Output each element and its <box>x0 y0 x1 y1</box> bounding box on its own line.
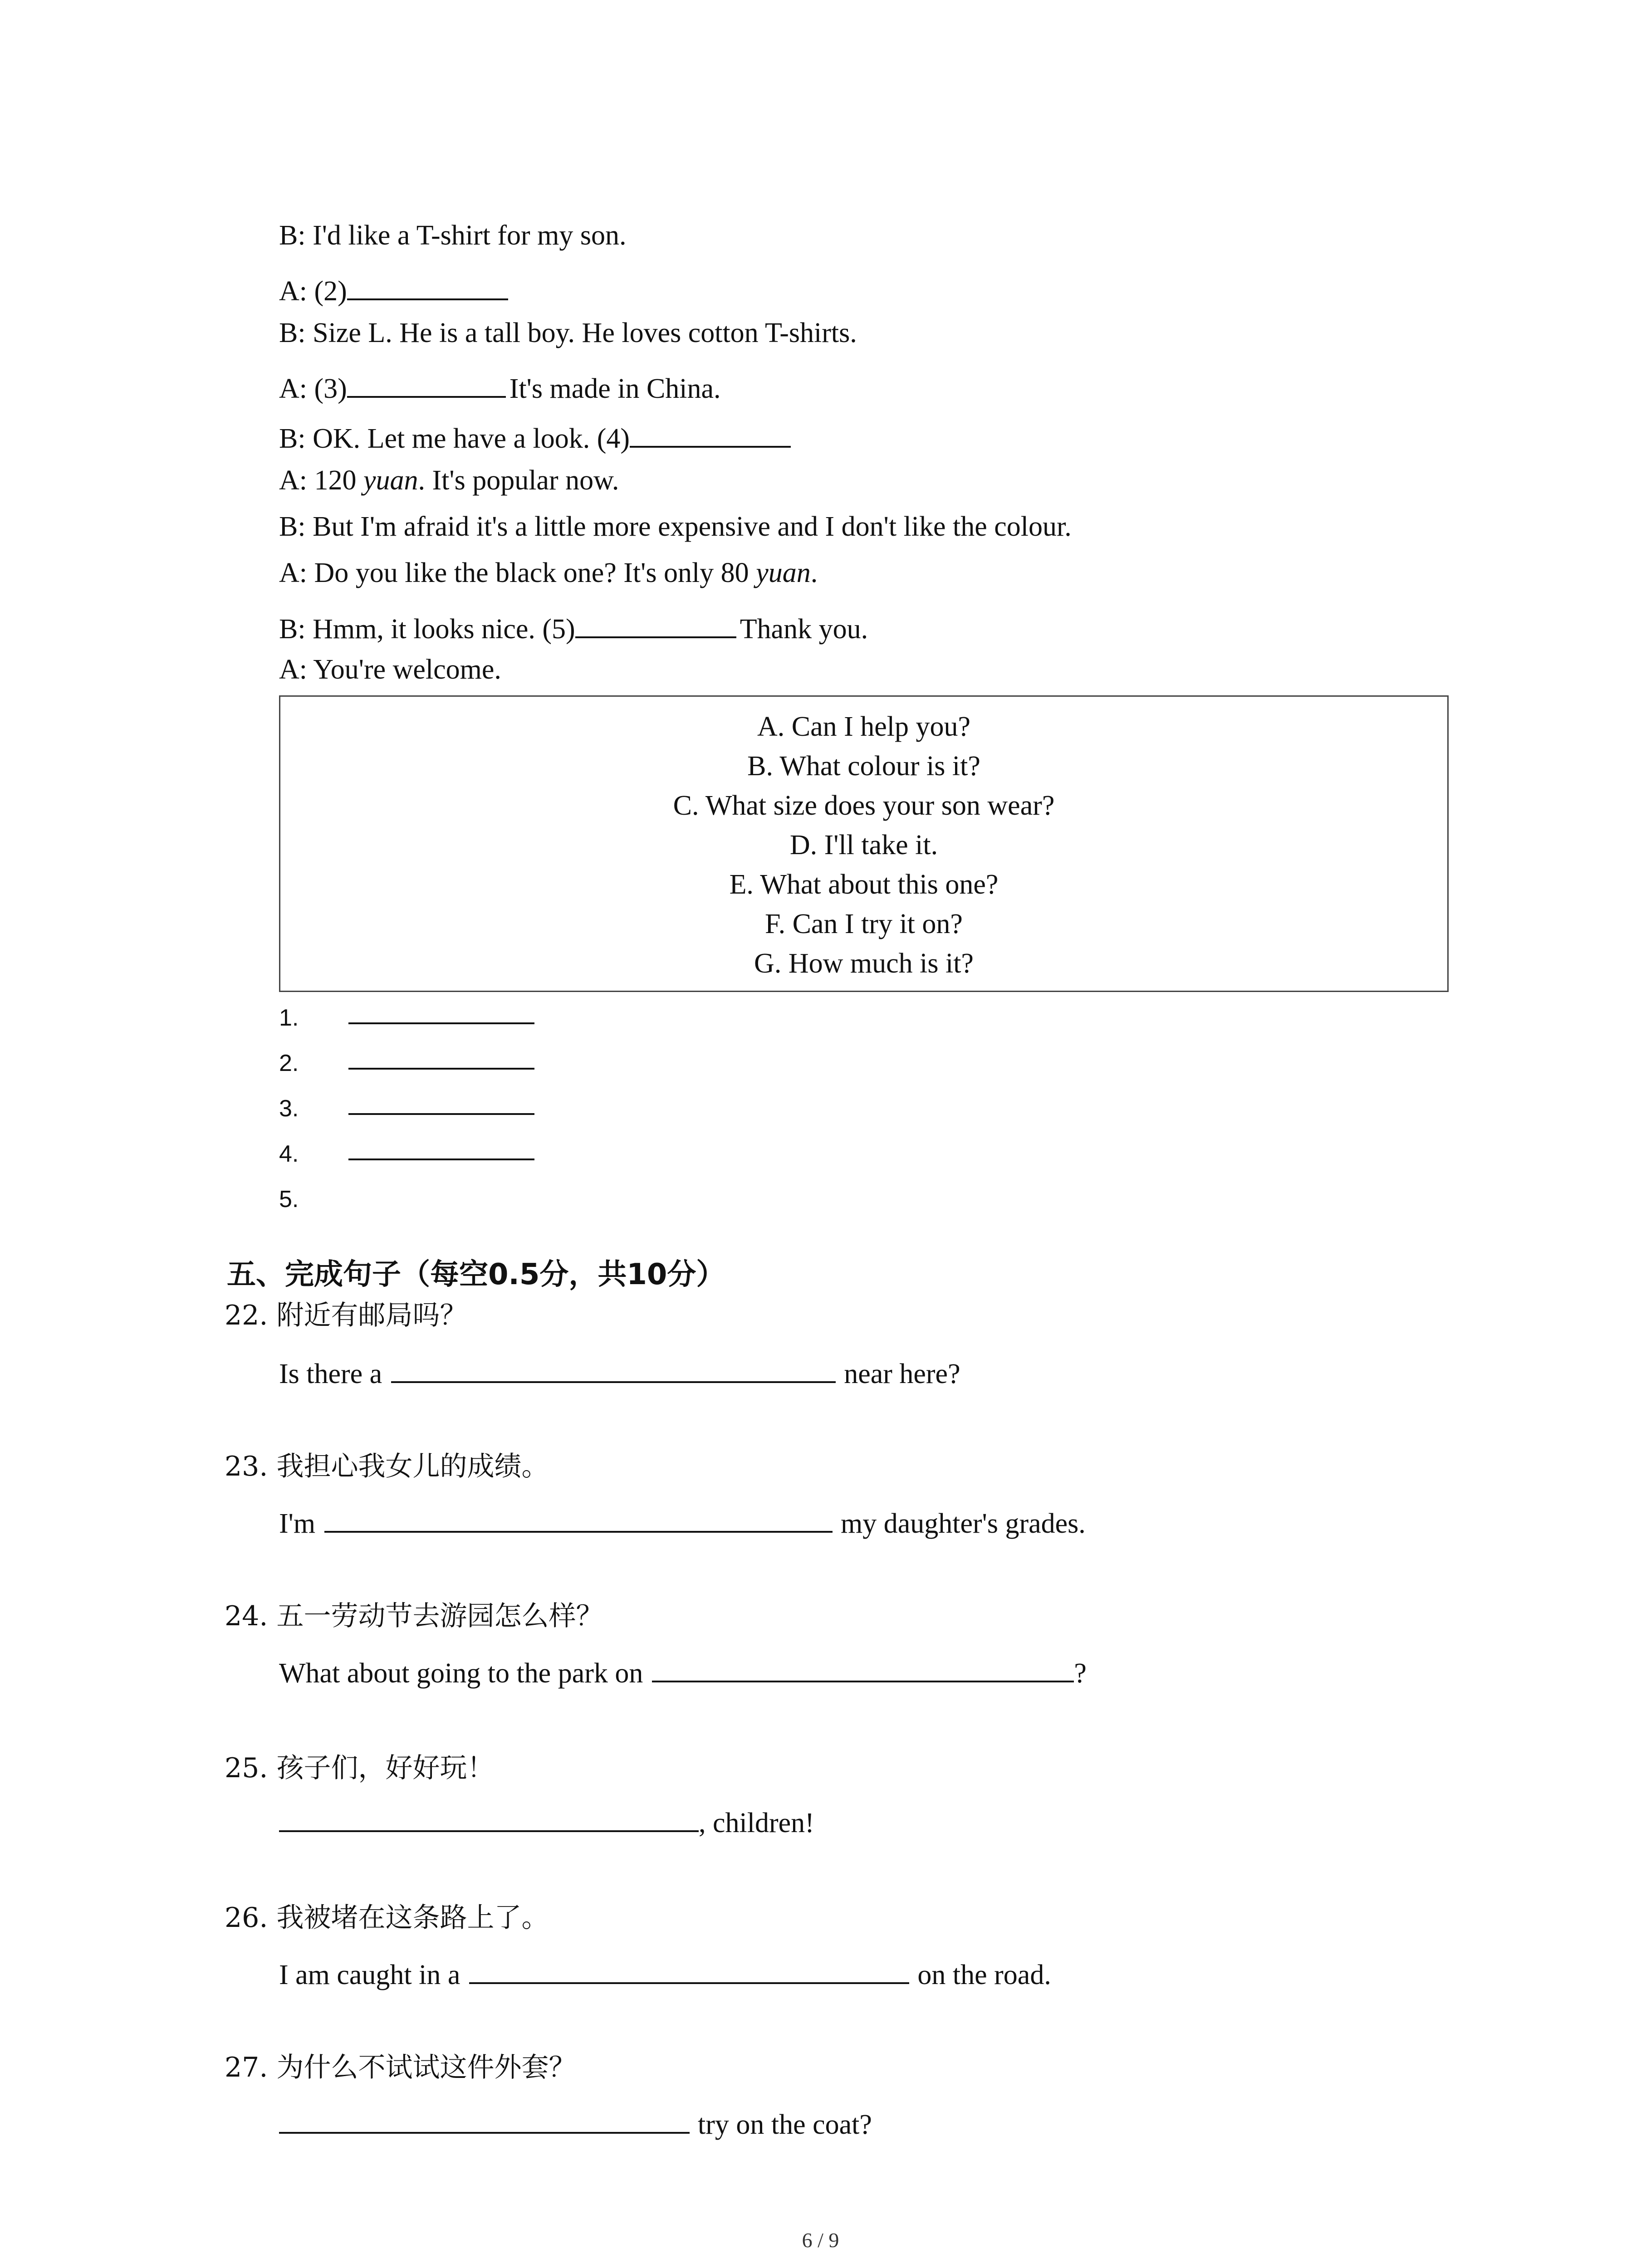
dialogue-line-10: A: You're welcome. <box>279 654 501 685</box>
options-box <box>279 695 1449 992</box>
question-23-blank[interactable] <box>324 1504 833 1533</box>
option-a: A. Can I help you? <box>757 711 971 742</box>
dialogue-line-1: B: I'd like a T-shirt for my son. <box>279 220 627 251</box>
page-number: 6 / 9 <box>802 2229 839 2252</box>
question-25-prompt: 25. 孩子们，好好玩！ <box>225 1752 495 1784</box>
option-e: E. What about this one? <box>729 869 999 900</box>
question-24-sentence: What about going to the park on ? <box>279 1653 1087 1687</box>
question-25-blank[interactable] <box>279 1803 699 1832</box>
question-24-prompt: 24. 五一劳动节去游园怎么样？ <box>225 1600 603 1632</box>
answer-line-1[interactable] <box>348 1022 534 1024</box>
question-26-blank[interactable] <box>469 1955 909 1984</box>
exam-page: B: I'd like a T-shirt for my son. A: (2) B: Size L. He is a tall boy. He loves cotton T-shirts. A: (3) It's made in China. B: OK. Let me have a look. (4) A: 120 yuan. It's popular now. B: But I'm afraid it's a little more expensive and I don't like the colour. A: Do you like the black one? It's only 80 yuan. B: Hmm, it looks nice. (5) Thank you. A: You're welcome. A. Can I help you? B. What colour is it? C. What size does your son wear? D. I'll take it. E. What about this one? F. Can I try it on? G. How much is it? 1. 2. 3. 4. 5. 五、完成句子（每空0.5分，共10分） 22. 附近有邮局吗？ Is there a near here? 23. 我担心我女儿的成绩。 I'm my daughter's grades. 24. 五一劳动节去游园怎么样？ What about going to the park on ? 25. 孩子们，好好玩！ , children! 26. 我被堵在这条路上了。 I am caught in a on the road. 27. 为什么不试试这件外套？ try on the coat? 6 / 9 <box>0 0 1641 2268</box>
option-d: D. I'll take it. <box>789 830 938 860</box>
answer-blank-5[interactable] <box>575 609 736 638</box>
question-22-prompt: 22. 附近有邮局吗？ <box>225 1300 467 1331</box>
dialogue-line-3: B: Size L. He is a tall boy. He loves cotton T-shirts. <box>279 318 857 348</box>
dialogue-line-4: A: (3) It's made in China. <box>279 369 721 403</box>
answer-line-4[interactable] <box>348 1158 534 1160</box>
question-23-prompt: 23. 我担心我女儿的成绩。 <box>225 1451 549 1482</box>
dialogue-line-9: B: Hmm, it looks nice. (5) Thank you. <box>279 609 868 643</box>
dialogue-line-2: A: (2) <box>279 271 512 305</box>
question-22-blank[interactable] <box>391 1354 836 1383</box>
section-title: 五、完成句子（每空0.5分，共10分） <box>227 1258 725 1291</box>
option-g: G. How much is it? <box>754 948 974 979</box>
question-24-blank[interactable] <box>652 1653 1074 1682</box>
dialogue-line-7: B: But I'm afraid it's a little more expensive and I don't like the colour. <box>279 511 1072 542</box>
question-27-blank[interactable] <box>279 2105 690 2134</box>
question-26-prompt: 26. 我被堵在这条路上了。 <box>225 1902 549 1934</box>
answer-blank-4[interactable] <box>630 419 791 448</box>
option-f: F. Can I try it on? <box>765 909 963 939</box>
answer-blank-3[interactable] <box>347 369 506 398</box>
dialogue-line-8: A: Do you like the black one? It's only 80 yuan. <box>279 557 818 588</box>
question-25-sentence: , children! <box>279 1803 814 1837</box>
answer-blank-2[interactable] <box>347 271 508 300</box>
option-b: B. What colour is it? <box>747 751 980 782</box>
answer-line-2[interactable] <box>348 1068 534 1070</box>
question-23-sentence: I'm my daughter's grades. <box>279 1504 1086 1538</box>
question-22-sentence: Is there a near here? <box>279 1354 960 1388</box>
dialogue-line-5: B: OK. Let me have a look. (4) <box>279 419 794 453</box>
question-26-sentence: I am caught in a on the road. <box>279 1955 1051 1989</box>
dialogue-line-6: A: 120 yuan. It's popular now. <box>279 465 619 496</box>
option-c: C. What size does your son wear? <box>673 790 1055 821</box>
answer-line-3[interactable] <box>348 1113 534 1115</box>
question-27-prompt: 27. 为什么不试试这件外套？ <box>225 2052 576 2083</box>
question-27-sentence: try on the coat? <box>279 2105 872 2139</box>
